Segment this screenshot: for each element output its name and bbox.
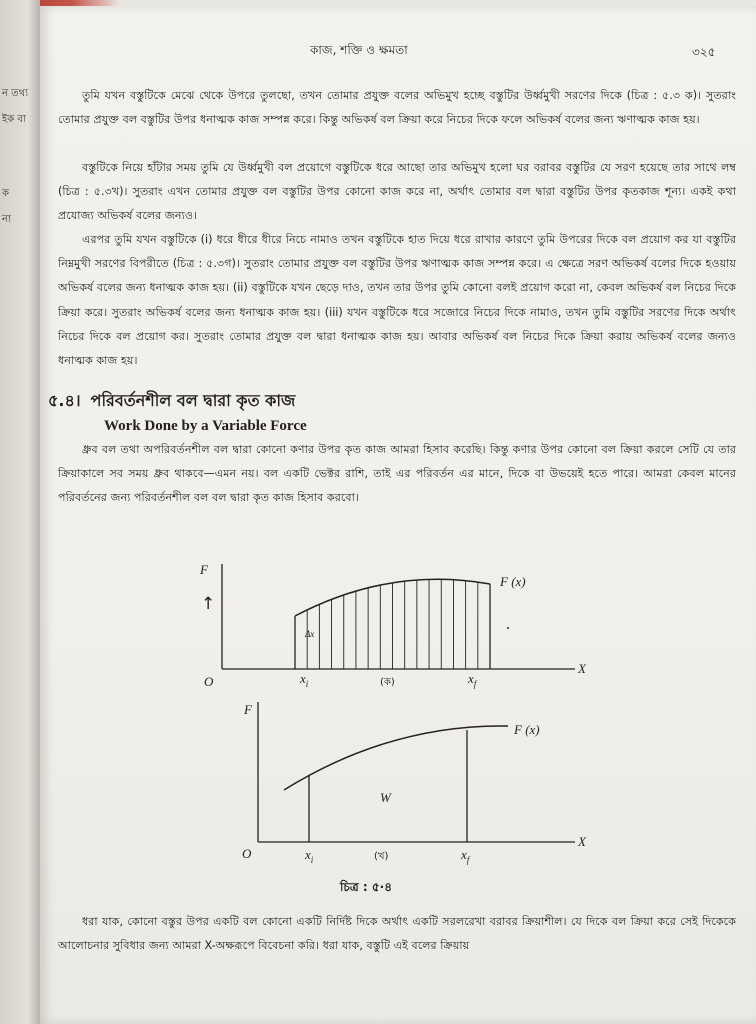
panel-b-xi-label: $x_i$ <box>305 847 314 865</box>
facing-page-fragment: ক <box>2 188 9 199</box>
panel-a-y-label: F <box>200 562 208 577</box>
panel-b-caption: (খ) <box>374 851 389 862</box>
panel-b-curve-label: F (x) <box>514 722 540 737</box>
panel-a-strip-label: Δx <box>305 629 315 639</box>
facing-page-fragment: ন তথ্য <box>2 88 29 99</box>
panel-a-x-label: X <box>578 661 586 676</box>
panel-b-origin: O <box>242 846 252 861</box>
facing-page-edge <box>0 0 40 1024</box>
figure-caption: চিত্র : ৫·৪ <box>340 880 393 894</box>
panel-a-curve-label: F (x) <box>500 574 526 589</box>
work-figure <box>190 554 600 874</box>
paragraph-lifting: তুমি যখন বস্তুটিকে মেঝে থেকে উপরে তুলছো, তখন তোমার প্রযুক্ত বলের অভিমুখ হচ্ছে বস্তুটির উর্ধ্বমুখী সরণের দিকে (চিত্র : ৫.৩ ক)। সুতরাং তোমার প্রযুক্ত বল বস্তুটির উপর ধনাত্মক কাজ সম্পন্ন করে। কিন্তু অভিকর্ষ বল ক্রিয়া করে নিচের দিকে ফলে অভিকর্ষ বলের জন্য ঋণাত্মক কাজ হয়। <box>58 89 736 127</box>
panel-b-y-label: F <box>244 702 252 717</box>
paragraph-variable-force: ধ্রুব বল তথা অপরিবর্তনশীল বল দ্বারা কোনো কণার উপর কৃত কাজ আমরা হিসাব করেছি। কিন্তু কণার উপর কোনো বল ক্রিয়া করলে সেটি যে তার ক্রিয়াকালে সব সময় ধ্রুব থাকবে—এমন নয়। বল একটি ভেক্টর রাশি, তাই এর পরিবর্তন এর মানে, দিকে বা উভয়েই হতে পারে। আমরা কেবল মানের পরিবর্তনের জন্য পরিবর্তনশীল বল বল দ্বারা কৃত কাজ হিসাব করবো। <box>58 443 736 505</box>
panel-b-x-label: X <box>578 834 586 849</box>
panel-a-origin: O <box>204 674 214 689</box>
paragraph-x-axis: ধরা যাক, কোনো বস্তুর উপর একটি বল কোনো একটি নির্দিষ্ট দিকে অর্থাৎ একটি সরলরেখা বরাবর ক্রিয়াশীল। যে দিকে বল ক্রিয়া করে সেই দিকেকে আলোচনার সুবিধার জন্য আমরা X-অক্ষরূপে বিবেচনা করি। ধরা যাক, বস্তুটি এই বলের ক্রিয়ায় <box>58 915 736 953</box>
panel-a-xf-label: $x_f$ <box>468 671 477 689</box>
paragraph-lowering: এরপর তুমি যখন বস্তুটিকে (i) ধরে ধীরে ধীরে নিচে নামাও তখন বস্তুটিকে হাত দিয়ে ধরে রাখার কারণে তুমি উপরের দিকে বল প্রয়োগ কর যা বস্তুটির নিম্নমুখী সরণের বিপরীতে (চিত্র : ৫.৩গ)। সুতরাং তোমার প্রযুক্ত বল বস্তুটির উপর ঋণাত্মক কাজ সম্পন্ন করে। এ ক্ষেত্রে সরণ অভিকর্ষ বলের দিকে হওয়ায় অভিকর্ষ বলের জন্য ধনাত্মক কাজ হয়। (ii) বস্তুটিকে যখন ছেড়ে দাও, তখন তার উপর তুমি কোনো বলই প্রয়োগ করো না, কেবল অভিকর্ষ বল নিচের দিকে ক্রিয়া করে। সুতরাং অভিকর্ষ বলের জন্য ধনাত্মক কাজ হয়। (iii) যখন বস্তুটিকে ধরে সজোরে নিচের দিকে নামাও, তখন তুমি বস্তুটির সরণের দিকে অর্থাৎ নিচের দিকে বল প্রয়োগ কর। সুতরাং তোমার প্রযুক্ত বল দ্বারা ধনাত্মক কাজ হয়। আবার অভিকর্ষ বল নিচের দিকে ক্রিয়া করায় অভিকর্ষ বলের জন্যও ধনাত্মক কাজ হয়। <box>58 233 736 368</box>
section-number: ৫.৪। <box>48 391 81 410</box>
panel-a-caption: (ক) <box>380 677 395 688</box>
section-title-en: Work Done by a Variable Force <box>104 418 307 434</box>
up-arrow-icon: ↑ <box>201 594 216 614</box>
panel-b-xf-label: $x_f$ <box>461 847 470 865</box>
book-page <box>40 6 756 1024</box>
panel-a-dot <box>507 627 509 629</box>
section-heading <box>48 388 295 415</box>
panel-a-xi-label: $x_i$ <box>300 671 309 689</box>
facing-page-fragment: ইক বা <box>2 114 26 125</box>
area-strips <box>295 579 490 669</box>
panel-b-area-label: W <box>380 790 391 805</box>
panel-b-force-curve <box>284 726 508 790</box>
figure-panel-b <box>242 702 587 865</box>
section-title-bn: পরিবর্তনশীল বল দ্বারা কৃত কাজ <box>90 391 296 410</box>
page-number: ৩২৫ <box>692 45 716 59</box>
facing-page-fragment: না <box>2 214 11 225</box>
paragraph-walking: বস্তুটিকে নিয়ে হাঁটার সময় তুমি যে উর্ধ্বমুখী বল প্রয়োগে বস্তুটিকে ধরে আছো তার অভিমুখ হলো ঘর বরাবর বস্তুটির যে সরণ হয়েছে তার সাথে লম্ব (চিত্র : ৫.৩খ)। সুতরাং এখন তোমার প্রযুক্ত বল বস্তুটির উপর কোনো কাজ করে না, অর্থাৎ তোমার বল দ্বারা বস্তুটির উপর কৃতকাজ শূন্য। একই কথা প্রযোজ্য অভিকর্ষ বলের জন্যও। <box>58 161 736 223</box>
figure-panel-a <box>199 562 587 689</box>
running-head: কাজ, শক্তি ও ক্ষমতা <box>310 43 408 57</box>
